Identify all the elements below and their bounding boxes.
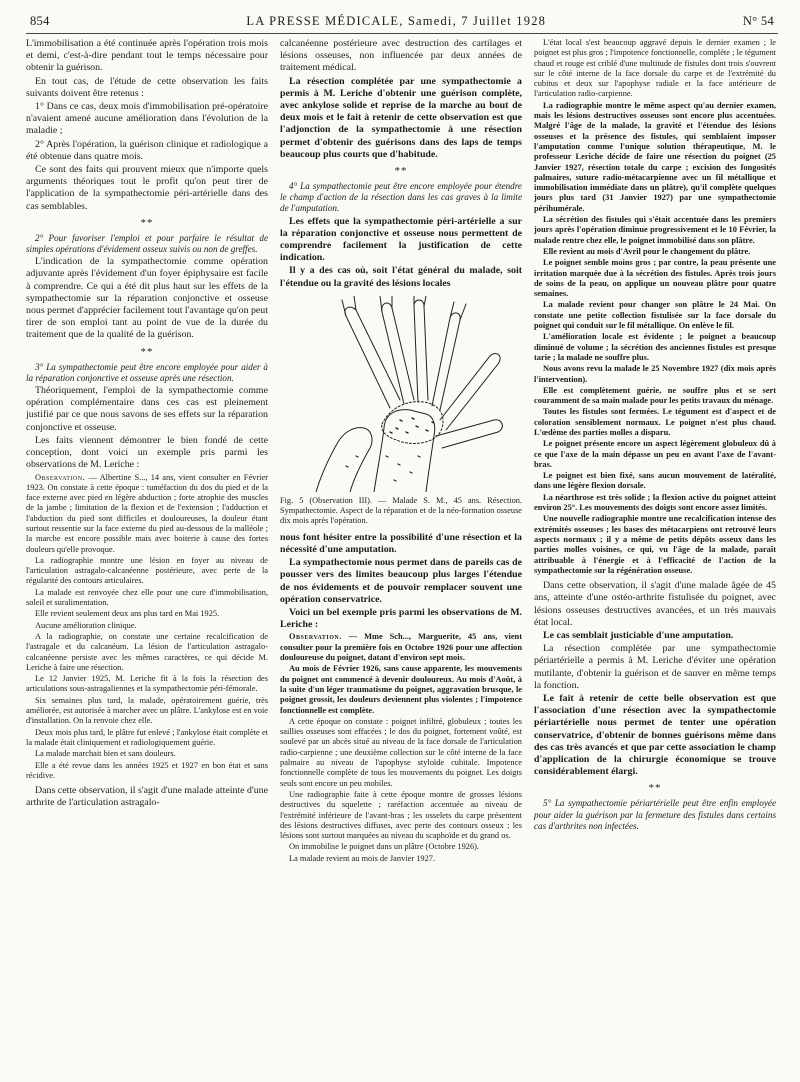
observation-paragraph: Deux mois plus tard, le plâtre fut enlevé ; l'ankylose était complète et la malade était cliniquement et radiologiquement guérie.	[26, 727, 268, 747]
observation-label: Observation.	[35, 472, 86, 482]
column-2	[280, 38, 522, 865]
observation-paragraph: La sécrétion des fistules qui s'était accentuée dans les premiers jours après l'opération diminue progressivement et le 10 Février, la malade rentre chez elle, le poignet immobilisé dans son plâtre.	[534, 215, 776, 245]
paragraph: 1° Dans ce cas, deux mois d'immobilisation pré-opératoire n'avaient amené aucune amélioration dans l'évolution de la maladie ;	[26, 101, 268, 137]
paragraph: Les faits viennent démontrer le bien fondé de cette conception, dont voici un exemple pris parmi les observations de M. Leriche :	[26, 434, 268, 471]
observation-paragraph: La radiographie montre une lésion en foyer au niveau de l'articulation astragalo-calcanéenne postérieure, avec perte de la régularité des contours articulaires.	[26, 555, 268, 586]
metacarpal-3	[414, 300, 428, 402]
observation-paragraph: La malade revient pour changer son plâtre le 24 Mai. On constate une petite collection fistulisée sur la face dorsale du poignet qui conduit sur le fil métallique. On enlève le fil.	[534, 300, 776, 331]
metacarpal-4	[432, 313, 460, 410]
observation-paragraph: A cette époque on constate : poignet infiltré, globuleux ; toutes les saillies osseuses sont effacées ; le dos du poignet, fortement voûté, est soulevé par un abcès situé au niveau de la face dorsale de l'articulation radio-carpienne ; une deuxième collection sur le côté interne de la face palmaire au niveau de l'apophyse styloïde cubitale. Impotence fonctionnelle complète de tous les mouvements du poignet. Les doigts seuls sont encore un peu mobiles.	[280, 716, 522, 788]
section-heading: 5° La sympathectomie périartérielle peut être enfin employée pour aider la guérison par la fermeture des fistules dans certains cas d'arthrites non infectées.	[534, 798, 776, 831]
observation-paragraph: Aucune amélioration clinique.	[35, 620, 137, 630]
paragraph: calcanéenne postérieure avec destruction des cartilages et lésions osseuses, non influencée par deux années de traitement médical.	[280, 38, 522, 74]
paragraph: nous font hésiter entre la possibilité d'une résection et la nécessité d'une amputation.	[280, 531, 522, 556]
column-1	[26, 38, 268, 865]
observation-paragraph: Au mois de Février 1926, sans cause apparente, les mouvements du poignet ont commencé à devenir douloureux. Au mois d'Août, à la suite d'un léger traumatisme du poignet, aggravation brusque, le poignet grossit, les douleurs deviennent plus violentes ; l'impotence fonctionnelle est complète.	[280, 664, 522, 715]
section-separator: **	[394, 165, 408, 178]
paragraph: Le fait à retenir de cette belle observation est que l'association d'une résection avec la sympathectomie périartérielle nous permet de tenter une opération conservatrice, d'obtenir de bonnes guérisons même dans des cas très avancés et que par cette association le champ d'application de la chirurgie économique se trouve considérablement élargi.	[534, 692, 776, 778]
observation-paragraph: L'amélioration locale est évidente ; le poignet a beaucoup diminué de volume ; la sécrétion des anciennes fistules est presque tarie ; la malade ne souffre plus.	[534, 332, 776, 362]
paragraph: Les effets que la sympathectomie péri-artérielle a sur la réparation conjonctive et osseuse nous permettent de comprendre facilement la justification de cette indication.	[280, 215, 522, 264]
paragraph: Théoriquement, l'emploi de la sympathectomie comme opération complémentaire dans ces cas est pleinement justifié par ce que nous savons de ses effets sur la réparation conjonctive et osseuse.	[26, 385, 268, 433]
observation-paragraph: L'état local s'est beaucoup aggravé depuis le dernier examen ; le poignet est plus gros ; l'impotence fonctionnelle, complète ; le tégument chaud et rouge est criblé d'une multitude de fistules dont trois s'ouvrent sur le côté interne de la face dorsale du carpe et de l'extrémité du cubitus et deux sur l'apophyse radiale et la face antérieure de l'articulation radio-carpienne.	[534, 38, 776, 99]
observation-paragraph: Six semaines plus tard, la malade, opératoirement guérie, très améliorée, est autorisée à marcher avec un plâtre. L'ankylose est en voie d'installation. On la renvoie chez elle.	[26, 695, 268, 726]
issue-number: N° 54	[742, 14, 774, 28]
observation-paragraph: La malade revient au mois de Janvier 1927.	[289, 853, 436, 863]
paragraph: L'indication de la sympathectomie comme opération adjuvante après l'évidement d'un foyer épiphysaire est facile à comprendre. Ce qui a été dit plus haut sur les effets de la sympathectomie sur la réparation conjonctive et osseuse nous permet d'apprécier facilement tout l'avantage qu'on peut tirer de son emploi tant au point de vue de la durée du traitement que de la qualité de la guérison.	[26, 256, 268, 341]
thumb	[436, 420, 502, 448]
metacarpal-2	[382, 303, 414, 404]
ulna-bone	[316, 427, 372, 491]
running-header	[26, 14, 778, 34]
paragraph: La sympathectomie nous permet dans de pareils cas de pousser vers des limites beaucoup plus larges l'étendue de nos évidements et de pouvoir remplacer souvent une opération conservatrice.	[280, 557, 522, 605]
paragraph: En tout cas, de l'étude de cette observation les faits suivants doivent être retenus :	[26, 75, 268, 99]
observation-paragraph: Elle revient au mois d'Avril pour le changement du plâtre.	[543, 246, 751, 256]
observation-paragraph: Elle a été revue dans les années 1925 et 1927 en bon état et sans récidive.	[26, 760, 268, 780]
observation-paragraph: Une radiographie faite à cette époque montre de grosses lésions destructives du squelette ; raréfaction accentuée au niveau de l'extrémité inférieure de l'avant-bras ; les osselets du carpe présentent des lésions destructives diffuses, avec perte des contours osseux ; les lésions sont surtout marquées au niveau du scaphoïde et du grand os.	[280, 789, 522, 841]
observation-paragraph	[280, 632, 522, 663]
figure-caption: Fig. 5 (Observation III). — Malade S. M., 45 ans. Résection. Sympathectomie. Aspect de la réparation et de la néo-formation osseuse dix mois après l'opération.	[280, 495, 522, 525]
paragraph: Dans cette observation, il s'agit d'une malade atteinte d'une arthrite de l'articulation astragalo-	[26, 785, 268, 809]
observation-paragraph: Le poignet semble moins gros ; par contre, la peau présente une irritation marquée due à la sécrétion des fistules. Après trois jours de soins de la peau, on applique un nouveau plâtre pour quatre semaines.	[534, 258, 776, 299]
observation-paragraph: La néarthrose est très solide ; la flexion active du poignet atteint environ 25°. Les mouvements des doigts sont encore assez limités.	[534, 492, 776, 513]
metacarpal-5	[440, 353, 500, 429]
observation-paragraph: Une nouvelle radiographie montre une recalcification intense des extrémités osseuses ; les bases des métacarpiens ont retrouvé leurs aspects normaux ; il y a même de petits dépôts osseux dans les parties molles voisines, ce qui, vu l'âge de la malade, paraît attribuable à l'énergie et à l'efficacité de l'action de la sympathectomie sur la régénération osseuse.	[534, 514, 776, 575]
observation-paragraph: Le poignet présente encore un aspect légèrement globuleux dû à ce que l'axe de la main dépasse un peu en avant l'axe de l'avant-bras.	[534, 439, 776, 469]
paragraph: Le cas semblait justiciable d'une amputation.	[543, 629, 734, 641]
observation-paragraph: A la radiographie, on constate une certaine recalcification de l'astragale et du calcanéum. La lésion de l'articulation astragalo-calcanéenne persiste avec les mêmes caractères, ce qui décide M. Leriche à faire une résection.	[26, 631, 268, 672]
observation-paragraph: Toutes les fistules sont fermées. Le tégument est d'aspect et de coloration sensiblement normaux. Le poignet n'est plus chaud. L'œdème des parties molles a disparu.	[534, 407, 776, 437]
observation-paragraph: Elle est complètement guérie, ne souffre plus et se sert couramment de sa main malade pour les petits travaux du ménage.	[534, 385, 776, 406]
paragraph: La résection complétée par une sympathectomie périartérielle a permis à M. Leriche d'éviter une opération mutilante, d'obtenir la guérison et de sauver en même temps la fonction.	[534, 643, 776, 691]
section-heading: 4° La sympathectomie peut être encore employée pour étendre le champ d'action de la résection dans les cas graves à la limite de l'amputation.	[280, 181, 522, 214]
paragraph: L'immobilisation a été continuée après l'opération trois mois et demi, c'est-à-dire pendant tout le temps nécessaire pour obtenir la guérison.	[26, 38, 268, 74]
paragraph: 2° Après l'opération, la guérison clinique et radiologique a été obtenue dans quatre mois.	[26, 138, 268, 162]
observation-paragraph: Le 12 Janvier 1925, M. Leriche fit à la fois la résection des articulations sous-astragaliennes et la sympathectomie péri-fémorale.	[26, 674, 268, 694]
paragraph: Dans cette observation, il s'agit d'une malade âgée de 45 ans, atteinte d'une ostéo-arthrite fistulisée du poignet, avec lésions osseuses destructives avancées, et un très mauvais état local.	[534, 580, 776, 628]
paragraph: La résection complétée par une sympathectomie a permis à M. Leriche d'obtenir une guérison complète, avec ankylose solide et reprise de la marche au bout de deux mois et le fait à retenir de cette observation est que l'adjonction de la sympathectomie à une résection permet d'obtenir des guérisons dans des laps de temps beaucoup plus courts que d'habitude.	[280, 75, 522, 160]
page-number: 854	[30, 14, 50, 28]
wrist-xray-figure	[280, 296, 522, 492]
section-heading: 3° La sympathectomie peut être encore employée pour aider à la réparation conjonctive et osseuse après une résection.	[26, 361, 268, 383]
observation-text: — Mme Sch..., Marguerite, 45 ans, vient consulter pour la première fois en Octobre 1926 pour une affection douloureuse du poignet, datant d'environ sept mois.	[280, 632, 522, 663]
observation-paragraph: Elle revient seulement deux ans plus tard en Mai 1925.	[35, 609, 220, 619]
observation-paragraph	[26, 473, 268, 555]
paragraph: Ce sont des faits qui prouvent mieux que n'importe quels arguments théoriques tout le profit qu'on peut tirer de l'application de la sympathectomie péri-artérielle dans des cas semblables.	[26, 164, 268, 212]
columns	[26, 38, 778, 865]
observation-paragraph: La malade est renvoyée chez elle pour une cure d'immobilisation, soleil et suralimentation.	[26, 587, 268, 608]
observation-paragraph: La radiographie montre le même aspect qu'au dernier examen, mais les lésions destructives osseuses sont encore plus accentuées. Malgré l'âge de la malade, la gravité et l'étendue des lésions osseuses et la présence des fistules, qui semblaient imposer l'amputation comme l'unique solution thérapeutique, M. le professeur Leriche décide de faire une résection du poignet (25 Janvier 1927, résection totale du carpe ; excision des fongosités palmaires, suture radio-métacarpienne avec un fil métallique et immobilisation immédiate dans un plâtre), qu'il complète quelques jours plus tard (31 Janvier 1927) par une sympathectomie périhumérale.	[534, 100, 776, 213]
paragraph: Il y a des cas où, soit l'état général du malade, soit l'étendue ou la gravité des lésions locales	[280, 265, 522, 289]
metacarpal-1	[345, 307, 400, 408]
observation-label: Observation.	[289, 632, 342, 642]
observation-paragraph: Nous avons revu la malade le 25 Novembre 1927 (dix mois après l'intervention).	[534, 364, 776, 384]
section-separator: **	[140, 345, 154, 358]
observation-paragraph: La malade marchait bien et sans douleurs.	[35, 749, 176, 759]
section-separator: **	[648, 782, 662, 795]
paragraph: Voici un bel exemple pris parmi les observations de M. Leriche :	[280, 607, 522, 631]
journal-title: LA PRESSE MÉDICALE, Samedi, 7 Juillet 1928	[246, 14, 547, 28]
section-separator: **	[140, 216, 154, 229]
observation-paragraph: Le poignet est bien fixé, sans aucun mouvement de latéralité, dans une légère flexion dorsale.	[534, 471, 776, 491]
observation-paragraph: On immobilise le poignet dans un plâtre (Octobre 1926).	[289, 842, 480, 852]
wrist-bones-drawing	[286, 296, 516, 492]
column-3	[534, 38, 776, 865]
observation-text: — Albertine S..., 14 ans, vient consulter en Février 1923. On constate à cette époque : tuméfaction du dos du pied et de la face externe avec pied en légère abduction ; forte atrophie des muscles de la jambe ; limitation de la flexion et de l'extension ; l'adduction et l'abduction du pied sont difficiles et douloureuses, la douleur étant surtout ressentie sur la face externe du pied au-dessous de la malléole ; la marche est encore possible mais avec boiterie à cause des fortes douleurs qu'elle provoque.	[26, 472, 268, 554]
section-heading: 2° Pour favoriser l'emploi et pour parfaire le résultat de simples opérations d'évidement osseux suivis ou non de greffes.	[26, 232, 268, 255]
